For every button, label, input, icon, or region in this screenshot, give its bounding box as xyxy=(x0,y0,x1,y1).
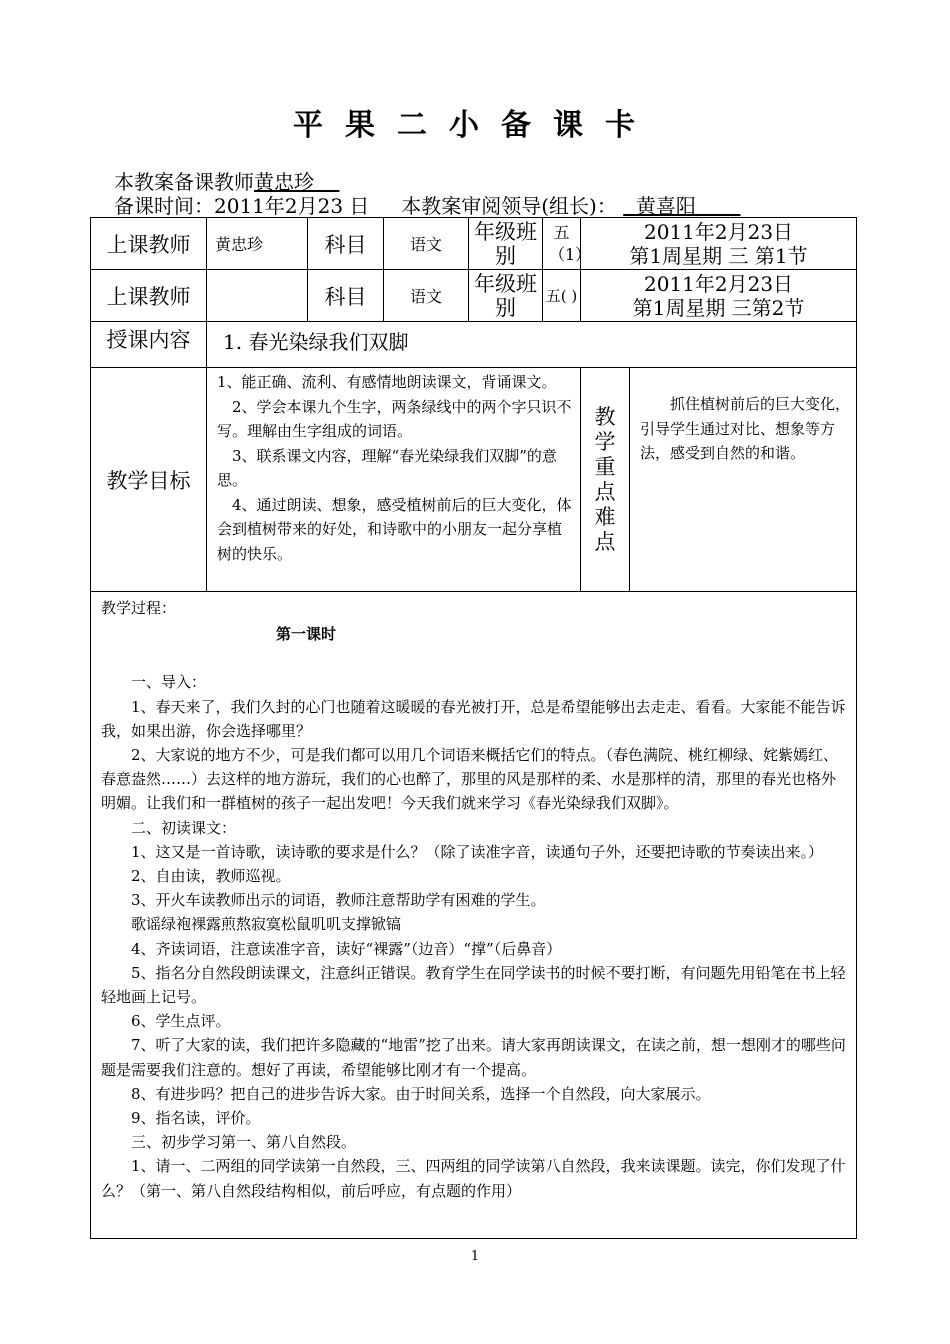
process-paragraph: 7、听了大家的读，我们把许多隐藏的“地雷”挖了出来。请大家再朗读课文，在读之前，想一想刚才的哪些问题是需要我们注意的。想好了再读，希望能够比刚才有一个提高。 xyxy=(101,1036,846,1079)
process-cell xyxy=(91,592,857,1239)
content-value: 1. 春光染绿我们双脚 xyxy=(207,322,857,368)
goals-text xyxy=(207,368,581,592)
goal-item: 2、学会本课九个生字，两条绿线中的两个字只识不写。理解由生字组成的词语。 xyxy=(217,397,572,440)
reviewer-name: 黄喜阳 xyxy=(635,194,696,218)
date-cell-line1: 2011年2月23日 xyxy=(643,271,794,296)
process-paragraph: 5、指名分自然段朗读课文，注意纠正错误。教育学生在同学读书的时候不要打断，有问题先用铅笔在书上轻轻地画上记号。 xyxy=(101,963,846,1007)
key-label: 教学重点难点 xyxy=(581,368,630,592)
goal-item: 1、能正确、流利、有感情地朗读课文，背诵课文。 xyxy=(217,373,557,391)
content-label: 授课内容 xyxy=(91,322,207,368)
teacher-cell-value xyxy=(207,270,308,322)
teacher-cell-label: 上课教师 xyxy=(91,270,207,322)
lesson-card-table xyxy=(90,217,857,1239)
date-cell xyxy=(581,218,857,270)
grade-cell-value: 五（1） xyxy=(543,218,581,270)
process-paragraph: 4、齐读词语，注意读准字音，读好“裸露”（边音）“撑”（后鼻音） xyxy=(131,939,562,958)
process-paragraph: 一、导入： xyxy=(131,673,207,692)
date-cell-line2: 第1周星期 三第2节 xyxy=(632,295,805,320)
teacher-cell-value: 黄忠珍 xyxy=(207,218,308,270)
subject-cell-value: 语文 xyxy=(384,270,469,322)
subject-cell-label: 科目 xyxy=(308,270,384,322)
grade-cell-value: 五( ) xyxy=(543,270,581,322)
grade-cell-label: 年级班别 xyxy=(469,218,543,270)
schedule-row-1 xyxy=(91,218,857,270)
content-row xyxy=(91,322,857,368)
date-cell xyxy=(581,270,857,322)
teacher-name: 黄忠珍 xyxy=(254,170,314,194)
process-paragraph: 2、自由读，教师巡视。 xyxy=(131,867,291,886)
process-paragraph: 6、学生点评。 xyxy=(131,1012,231,1031)
page-number: 1 xyxy=(470,1249,480,1264)
teacher-line xyxy=(114,170,339,194)
process-paragraph: 2、大家说的地方不少，可是我们都可以用几个词语来概括它们的特点。（春色满院、桃红柳绿、姹紫嫣红、春意盎然……）去这样的地方游玩，我们的心也醉了，那里的风是那样的柔、水是那样的清，那里的春光也格外明媚。让我们和一群植树的孩子一起出发吧！今天我们就来学习《春光染绿我们双脚》。 xyxy=(101,746,839,813)
goal-item: 4、通过朗读、想象，感受植树前后的巨大变化，体会到植树带来的好处，和诗歌中的小朋友一起分享植树的快乐。 xyxy=(217,495,572,563)
process-paragraph: 8、有进步吗？把自己的进步告诉大家。由于时间关系，选择一个自然段，向大家展示。 xyxy=(131,1084,711,1103)
lesson-title: 第一课时 xyxy=(276,625,337,644)
process-paragraph: 3、开火车读教师出示的词语，教师注意帮助学有困难的学生。 xyxy=(131,891,546,910)
date-line xyxy=(114,194,740,218)
grade-cell-label: 年级班别 xyxy=(469,270,543,322)
page-title: 平果二小备课卡 xyxy=(293,108,657,143)
date-value: 2011年2月23 日 xyxy=(214,194,370,218)
schedule-row-2 xyxy=(91,270,857,322)
teacher-label: 本教案备课教师 xyxy=(114,170,254,194)
process-paragraph: 1、请一、二两组的同学读第一自然段，三、四两组的同学读第八自然段，我来读课题。读完，你们发现了什么？（第一、第八自然段结构相似，前后呼应，有点题的作用） xyxy=(101,1157,846,1200)
date-cell-line1: 2011年2月23日 xyxy=(643,219,794,244)
teacher-cell-label: 上课教师 xyxy=(91,218,207,270)
date-cell-line2: 第1周星期 三 第1节 xyxy=(629,243,808,268)
process-label: 教学过程： xyxy=(101,599,177,617)
goals-label: 教学目标 xyxy=(91,368,207,592)
process-paragraph: 9、指名读，评价。 xyxy=(131,1109,261,1128)
process-paragraph: 歌谣绿袍裸露煎熬寂寞松鼠叽叽支撑锨镐 xyxy=(131,915,402,934)
date-label: 备课时间： xyxy=(114,194,214,218)
subject-cell-label: 科目 xyxy=(308,218,384,270)
subject-cell-value: 语文 xyxy=(384,218,469,270)
process-row xyxy=(91,592,857,1239)
process-paragraph: 三、初步学习第一、第八自然段。 xyxy=(131,1133,357,1152)
goal-item: 3、联系课文内容，理解“春光染绿我们双脚”的意思。 xyxy=(217,446,557,489)
process-paragraph: 1、春天来了，我们久封的心门也随着这暖暖的春光被打开，总是希望能够出去走走、看看。大家能不能告诉我，如果出游，你会选择哪里？ xyxy=(101,697,846,740)
reviewer-label: 本教案审阅领导(组长)： xyxy=(401,194,617,218)
key-text: 抓住植树前后的巨大变化，引导学生通过对比、想象等方法，感受到自然的和谐。 xyxy=(630,368,857,592)
goals-row xyxy=(91,368,857,592)
process-paragraph: 二、初读课文： xyxy=(131,818,237,837)
process-paragraph: 1、这又是一首诗歌，读诗歌的要求是什么？（除了读准字音，读通句子外，还要把诗歌的节奏读出来。） xyxy=(131,842,824,861)
